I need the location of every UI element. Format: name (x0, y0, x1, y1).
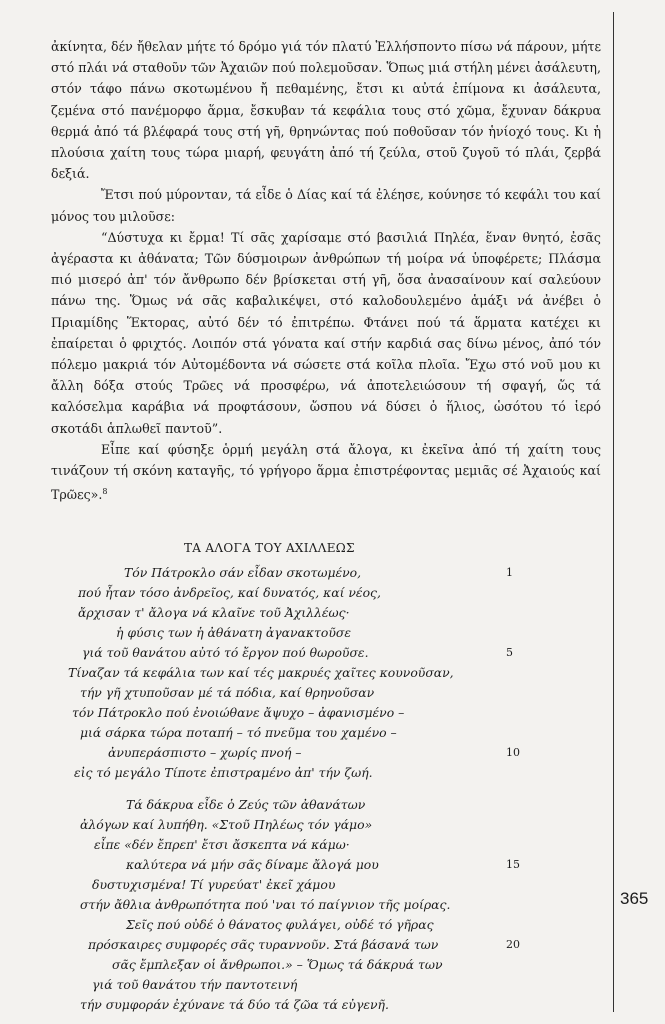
prose-block (51, 36, 601, 506)
margin-rule (613, 12, 614, 1012)
poem-line: Τά δάκρυα εἶδε ὁ Ζεύς τῶν ἀθανάτων (126, 797, 366, 812)
poem-line: τήν συμφοράν ἐχύνανε τά δύο τά ζῶα τά εὐγενῆ. (80, 997, 389, 1012)
poem-line: στήν ἄθλια ἀνθρωπότητα πού 'ναι τό παίγνιον τῆς μοίρας. (80, 897, 451, 912)
poem-line: Τόν Πάτροκλο σάν εἶδαν σκοτωμένο, (124, 565, 362, 580)
line-number: 10 (506, 746, 520, 759)
poem-line: γιά τοῦ θανάτου τήν παντοτεινή (92, 977, 298, 992)
poem-line: καλύτερα νά μήν σᾶς δίναμε ἄλογά μου (126, 857, 379, 872)
poem-line: ἄρχισαν τ' ἄλογα νά κλαῖνε τοῦ Ἀχιλλέως· (78, 605, 350, 620)
poem-line: ἡ φύσις των ἡ ἀθάνατη ἀγανακτοῦσε (116, 625, 351, 640)
poem-line: τήν γῆ χτυποῦσαν μέ τά πόδια, καί θρηνοῦσαν (80, 685, 375, 700)
page-number: 365 (620, 889, 649, 908)
poem-line: μιά σάρκα τώρα ποταπή – τό πνεῦμα του χαμένο – (80, 725, 397, 740)
poem-title: ΤΑ ΑΛΟΓΑ ΤΟΥ ΑΧΙΛΛΕΩΣ (184, 541, 355, 555)
prose-paragraph-2: Ἔτσι πού μύρονταν, τά εἶδε ὁ Δίας καί τά ἐλέησε, κούνησε τό κεφάλι του καί μόνος του μιλοῦσε: (51, 187, 601, 224)
poem-line: δυστυχισμένα! Τί γυρεύατ' ἐκεῖ χάμου (92, 877, 336, 892)
poem-line: εἶπε «δέν ἔπρεπ' ἔτσι ἄσκεπτα νά κάμω· (94, 837, 350, 852)
poem-line: ἀλόγων καί λυπήθη. «Στοῦ Πηλέως τόν γάμο» (80, 817, 373, 832)
prose-paragraph-4 (51, 439, 601, 506)
poem-line: ἀνυπεράσπιστο – χωρίς πνοή – (108, 745, 302, 760)
poem-line: γιά τοῦ θανάτου αὐτό τό ἔργον πού θωροῦσε. (82, 645, 369, 660)
prose-paragraph-4-text: Εἶπε καί φύσηξε ὁρμή μεγάλη στά ἄλογα, κι ἐκεῖνα ἀπό τή χαίτη τους τινάζουν τή σκόνη καταγῆς, τό γρήγορο ἅρμα ἐπιστρέφοντας μεμιᾶς σέ Ἀχαιούς καί Τρῶες». (51, 441, 601, 503)
line-number: 20 (506, 938, 520, 951)
poem-line: εἰς τό μεγάλο Τίποτε ἐπιστραμένο ἀπ' τήν ζωή. (74, 765, 373, 780)
poem-line: πρόσκαιρες συμφορές σᾶς τυραννοῦν. Στά βάσανά των (88, 937, 439, 952)
poem-line: σᾶς ἔμπλεξαν οἱ ἄνθρωποι.» – Ὅμως τά δάκρυά των (112, 957, 443, 972)
poem-line: πού ἦταν τόσο ἀνδρεῖος, καί δυνατός, καί νέος, (78, 585, 381, 600)
footnote-marker: 8 (102, 487, 108, 497)
line-number: 5 (506, 646, 513, 659)
poem-line: τόν Πάτροκλο πού ἐνοιώθανε ἄψυχο – ἀφανισμένο – (72, 705, 405, 720)
poem-line: Τίναζαν τά κεφάλια των καί τές μακρυές χαῖτες κουνοῦσαν, (68, 665, 454, 680)
line-number: 1 (506, 566, 513, 579)
poem-line: Σεῖς πού οὐδέ ὁ θάνατος φυλάγει, οὐδέ τό γῆρας (126, 917, 434, 932)
prose-paragraph-3: “Δύστυχα κι ἔρμα! Τί σᾶς χαρίσαμε στό βασιλιά Πηλέα, ἕναν θνητό, ἐσᾶς ἀγέραστα κι ἀθάνατα; Τῶν δύσμοιρων ἀνθρώπων τή μοίρα νά ὑποφέρετε; Πλάσμα πιό μισερό ἀπ' τόν ἄνθρωπο δέν βρίσκεται στή γῆ, ὅσα ἀνασαίνουν καί σαλεύουν πάνω της. Ὅμως νά σᾶς καβαλικέψει, στό καλοδουλεμένο ἁμάξι νά ἀνέβει ὁ Πριαμίδης Ἕκτορας, αὐτό δέν τό ἐπιτρέπω. Φτάνει πού τά ἅρματα κατέχει κι ἐπαίρεται ὁ φριχτός. Λοιπόν στά γόνατα καί στήν καρδιά σας δίνω μένος, ἀπό τόν πόλεμο μακριά τόν Αὐτομέδοντα νά σώσετε στά κοῖλα πλοῖα. Ἔχω στό νοῦ μου κι ἄλλη δόξα στούς Τρῶες νά προσφέρω, νά ἀποτελειώσουν τή σφαγή, ὥς τά καλόσελμα καράβια νά προφτάσουν, ὥσπου νά δύσει ὁ ἥλιος, ὡσότου τό ἱερό σκοτάδι ἁπλωθεῖ παντοῦ”. (51, 229, 601, 436)
prose-paragraph-1: ἀκίνητα, δέν ἤθελαν μήτε τό δρόμο γιά τόν πλατύ Ἑλλήσποντο πίσω νά πάρουν, μήτε στό πλάι νά σταθοῦν τῶν Ἀχαιῶν πού πολεμοῦσαν. Ὅπως μιά στήλη μένει ἀσάλευτη, στόν τάφο πάνω σκοτωμένου ἤ πεθαμένης, ἔτσι κι αὐτά ἐπίμονα κι ἀσάλευτα, ζεμένα στό πανέμορφο ἅρμα, ἔσκυβαν τά κεφάλια τους στό χῶμα, ἔχυναν δάκρυα θερμά ἀπό τά βλέφαρά τους στή γῆ, θρηνώντας πού ποθοῦσαν τόν ἡνίοχό τους. Κι ἡ πλούσια χαίτη τους τώρα μιαρή, φευγάτη ἀπό τή ζεύλα, στοῦ ζυγοῦ τό πλάι, ζερβά δεξιά. (51, 39, 601, 182)
line-number: 15 (506, 858, 520, 871)
